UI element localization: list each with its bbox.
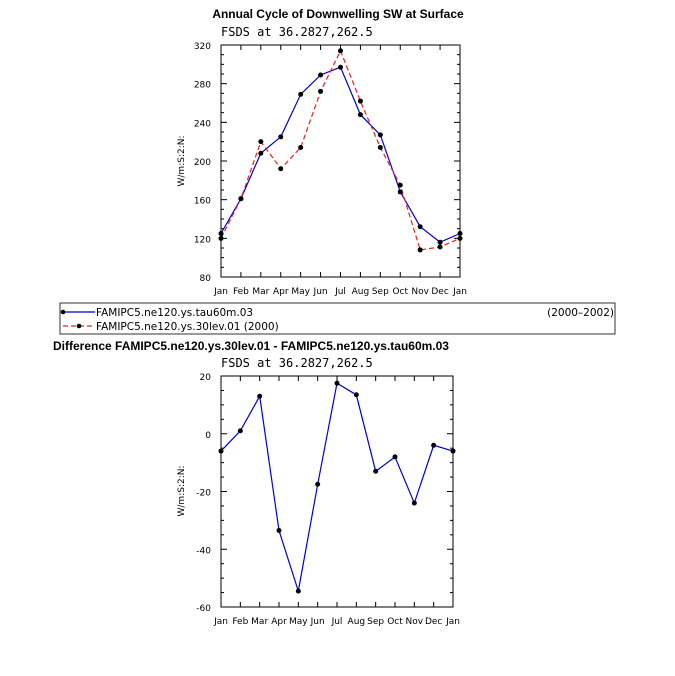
chart2-series-1-point [335,381,340,386]
chart1-xtick-label: Oct [392,287,409,297]
chart2-title: Difference FAMIPC5.ne120.ys.30lev.01 - FAMIPC5.ne120.ys.tau60m.03 [53,339,449,353]
chart1-series-1-point [338,65,343,70]
chart1-series-2-point [338,48,343,53]
chart2-series-1-point [431,443,436,448]
chart2-xtick-label: Jun [310,617,325,627]
chart2-series-1-point [373,469,378,474]
chart2-ylabel: W/m:S:2:N: [177,465,187,517]
chart2-series-1-point [277,528,282,533]
chart2-xtick-label: Jan [214,617,228,627]
chart1-series-1-point [219,231,224,236]
chart1-xtick-label: Feb [232,287,249,297]
legend [60,303,615,334]
legend-label-series-1: FAMIPC5.ne120.ys.tau60m.03 [96,307,254,319]
chart2-xtick-label: Sep [367,617,385,627]
chart1-series-2-point [438,245,443,250]
chart1-ticks [194,42,467,297]
chart1-title: Annual Cycle of Downwelling SW at Surface [212,7,464,21]
chart1-ytick-label: 240 [193,119,211,130]
chart1-series-2-point [358,99,363,104]
chart2-xtick-label: Jul [331,617,343,627]
chart1-series-2-line [221,51,460,250]
chart1-xtick-label: Jan [453,287,467,297]
chart1-xtick-label: Jul [335,287,346,297]
chart1-ytick-label: 320 [193,42,211,52]
chart1-xtick-label: Jan [214,287,228,297]
chart2-ytick-label: 0 [205,430,211,441]
chart1-series-1-point [378,132,383,137]
chart2-series [219,381,456,594]
chart1-ylabel: W/m:S:2:N: [177,135,187,187]
chart1-series-1-point [258,151,263,156]
chart1-series-2-point [398,183,403,188]
chart2-subtitle: FSDS at 36.2827,262.5 [221,356,373,370]
chart2-xtick-label: Aug [347,617,366,627]
chart1-series-1-point [298,92,303,97]
chart2-xtick-label: Jan [446,617,460,627]
annual-cycle-chart [177,7,467,297]
chart2-series-1-point [354,392,359,397]
chart1-ytick-label: 160 [193,196,211,207]
chart1-series-2-point [219,236,224,241]
chart2-series-1-point [219,449,224,454]
chart1-series-1-point [398,189,403,194]
chart2-series-1-point [257,394,262,399]
chart2-ytick-label: -60 [196,604,211,614]
chart2-series-1-point [315,482,320,487]
chart2-xtick-label: Feb [232,617,249,627]
chart1-series [219,48,463,252]
chart1-subtitle: FSDS at 36.2827,262.5 [221,25,373,39]
chart2-series-1-point [238,428,243,433]
chart1-xtick-label: Dec [431,287,449,297]
chart1-ytick-label: 200 [193,158,211,168]
chart1-series-1-point [278,134,283,139]
chart1-series-2-point [278,166,283,171]
chart2-xtick-label: Nov [405,617,424,627]
chart1-series-1-point [318,72,323,77]
chart1-xtick-label: May [291,287,310,297]
chart1-series-2-point [258,139,263,144]
legend-marker-series-2 [77,324,82,329]
chart2-ytick-label: -20 [196,488,211,499]
chart1-xtick-label: Sep [371,287,389,297]
chart1-ytick-label: 80 [199,274,211,284]
difference-chart [53,339,460,627]
chart2-xtick-label: Dec [424,617,443,627]
chart2-xtick-label: May [289,617,308,627]
legend-marker-series-1 [61,310,66,315]
chart1-series-2-point [378,145,383,150]
chart2-series-1-point [393,454,398,459]
chart1-series-1-point [418,224,423,229]
chart1-series-2-point [238,196,243,201]
chart1-xtick-label: Jun [313,287,328,297]
chart2-ticks [196,373,460,627]
chart1-ytick-label: 120 [193,235,211,246]
chart1-series-1-point [358,112,363,117]
chart2-series-1-point [412,501,417,506]
chart1-ytick-label: 280 [193,80,211,91]
chart2-xtick-label: Mar [251,617,269,627]
chart1-series-2-point [458,236,463,241]
chart1-series-2-point [418,247,423,252]
chart1-xtick-label: Aug [351,287,370,297]
chart2-xtick-label: Apr [271,617,287,627]
chart2-ytick-label: -40 [196,546,211,557]
chart1-series-1-point [458,231,463,236]
chart1-xtick-label: Mar [252,287,270,297]
chart2-series-1-point [296,589,301,594]
chart2-series-1-line [221,383,453,591]
chart1-series-2-point [298,145,303,150]
chart1-series-2-point [318,89,323,94]
chart2-series-1-point [451,449,456,454]
legend-period-series-1: (2000–2002) [547,307,614,319]
legend-label-series-2: FAMIPC5.ne120.ys.30lev.01 (2000) [96,321,279,333]
chart1-xtick-label: Apr [272,287,289,297]
chart2-xtick-label: Oct [387,617,403,627]
chart2-ytick-label: 20 [199,373,211,383]
chart1-xtick-label: Nov [411,287,429,297]
chart1-series-1-point [438,240,443,245]
